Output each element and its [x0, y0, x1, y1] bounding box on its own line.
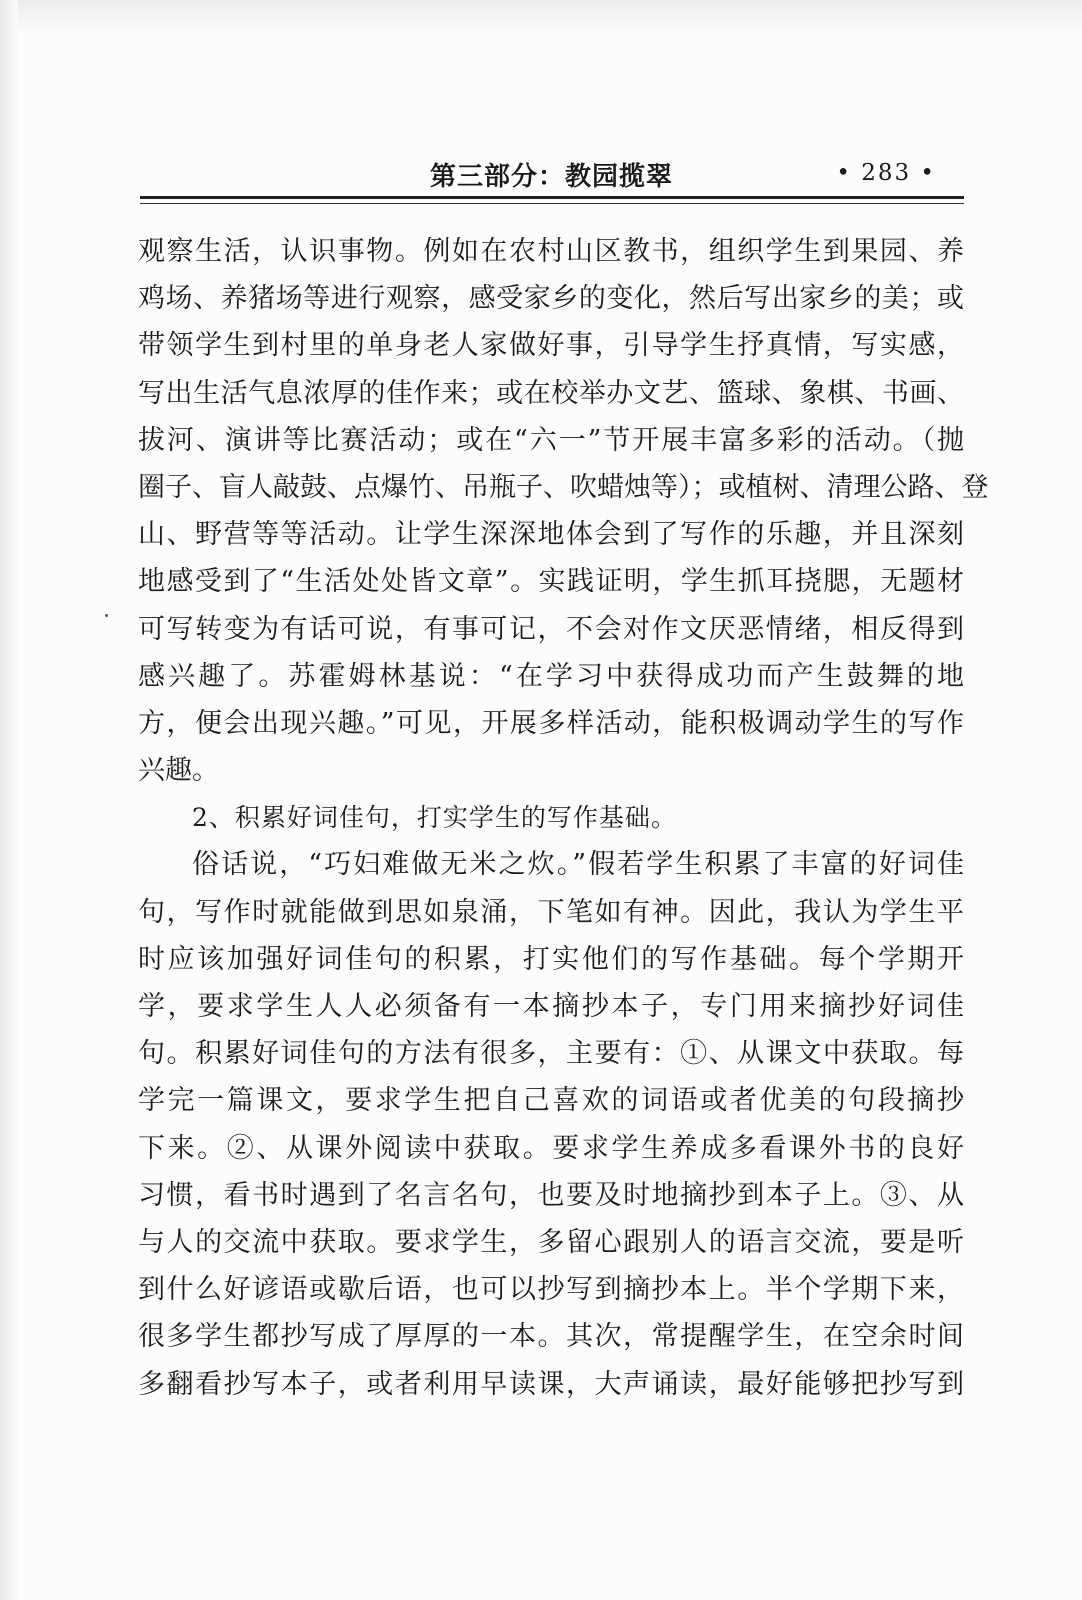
header-rule-thick	[140, 196, 964, 199]
text-line: 带领学生到村里的单身老人家做好事，引导学生抒真情，写实感，	[138, 330, 964, 362]
scan-shadow-left	[0, 0, 18, 1600]
text-line: 习惯，看书时遇到了名言名句，也要及时地摘抄到本子上。③、从	[138, 1179, 964, 1211]
text-line: 兴趣。	[138, 755, 219, 787]
scan-shadow-top	[0, 0, 1082, 34]
text-line: 俗话说，“巧妇难做无米之炊。”假若学生积累了丰富的好词佳	[192, 849, 964, 881]
page-header	[140, 150, 966, 196]
text-line: 可写转变为有话可说，有事可记，不会对作文厌恶情绪，相反得到	[138, 613, 964, 645]
text-line: 时应该加强好词佳句的积累，打实他们的写作基础。每个学期开	[138, 943, 964, 975]
text-line: 方，便会出现兴趣。”可见，开展多样活动，能积极调动学生的写作	[138, 707, 964, 739]
running-title: 第三部分：教园揽翠	[430, 162, 674, 192]
text-line: 很多学生都抄写成了厚厚的一本。其次，常提醒学生，在空余时间	[138, 1321, 964, 1353]
text-line: 观察生活，认识事物。例如在农村山区教书，组织学生到果园、养	[138, 236, 964, 267]
scan-speck	[105, 614, 108, 617]
text-line: 感兴趣了。苏霍姆林基说：“在学习中获得成功而产生鼓舞的地	[138, 660, 964, 692]
text-line: 与人的交流中获取。要求学生，多留心跟别人的语言交流，要是听	[138, 1226, 964, 1258]
text-line: 到什么好谚语或歇后语，也可以抄写到摘抄本上。半个学期下来，	[138, 1274, 964, 1306]
text-line: 地感受到了“生活处处皆文章”。实践证明，学生抓耳挠腮，无题材	[138, 566, 964, 598]
text-line: 学完一篇课文，要求学生把自己喜欢的词语或者优美的句段摘抄	[138, 1085, 964, 1117]
text-line: 写出生活气息浓厚的佳作来；或在校举办文艺、篮球、象棋、书画、	[138, 377, 964, 409]
text-line: 多翻看抄写本子，或者利用早读课，大声诵读，最好能够把抄写到	[138, 1368, 964, 1400]
text-line: 句，写作时就能做到思如泉涌，下笔如有神。因此，我认为学生平	[138, 896, 964, 928]
text-line: 拔河、演讲等比赛活动；或在“六一”节开展丰富多彩的活动。（抛	[138, 424, 964, 456]
text-line: 学，要求学生人人必须备有一本摘抄本子，专门用来摘抄好词佳	[138, 991, 964, 1022]
header-rule-thin	[140, 203, 964, 204]
text-line: 鸡场、养猪场等进行观察，感受家乡的变化，然后写出家乡的美；或	[138, 283, 964, 315]
body-text	[138, 228, 989, 1408]
page-number: • 283 •	[836, 160, 936, 186]
text-line: 山、野营等等活动。让学生深深地体会到了写作的乐趣，并且深刻	[138, 519, 964, 551]
text-line: 下来。②、从课外阅读中获取。要求学生养成多看课外书的良好	[138, 1132, 964, 1164]
text-line: 句。积累好词佳句的方法有很多，主要有：①、从课文中获取。每	[138, 1038, 964, 1070]
text-line: 圈子、盲人敲鼓、点爆竹、吊瓶子、吹蜡烛等）；或植树、清理公路、登	[138, 471, 989, 503]
section-heading: 2、积累好词佳句，打实学生的写作基础。	[192, 803, 677, 833]
